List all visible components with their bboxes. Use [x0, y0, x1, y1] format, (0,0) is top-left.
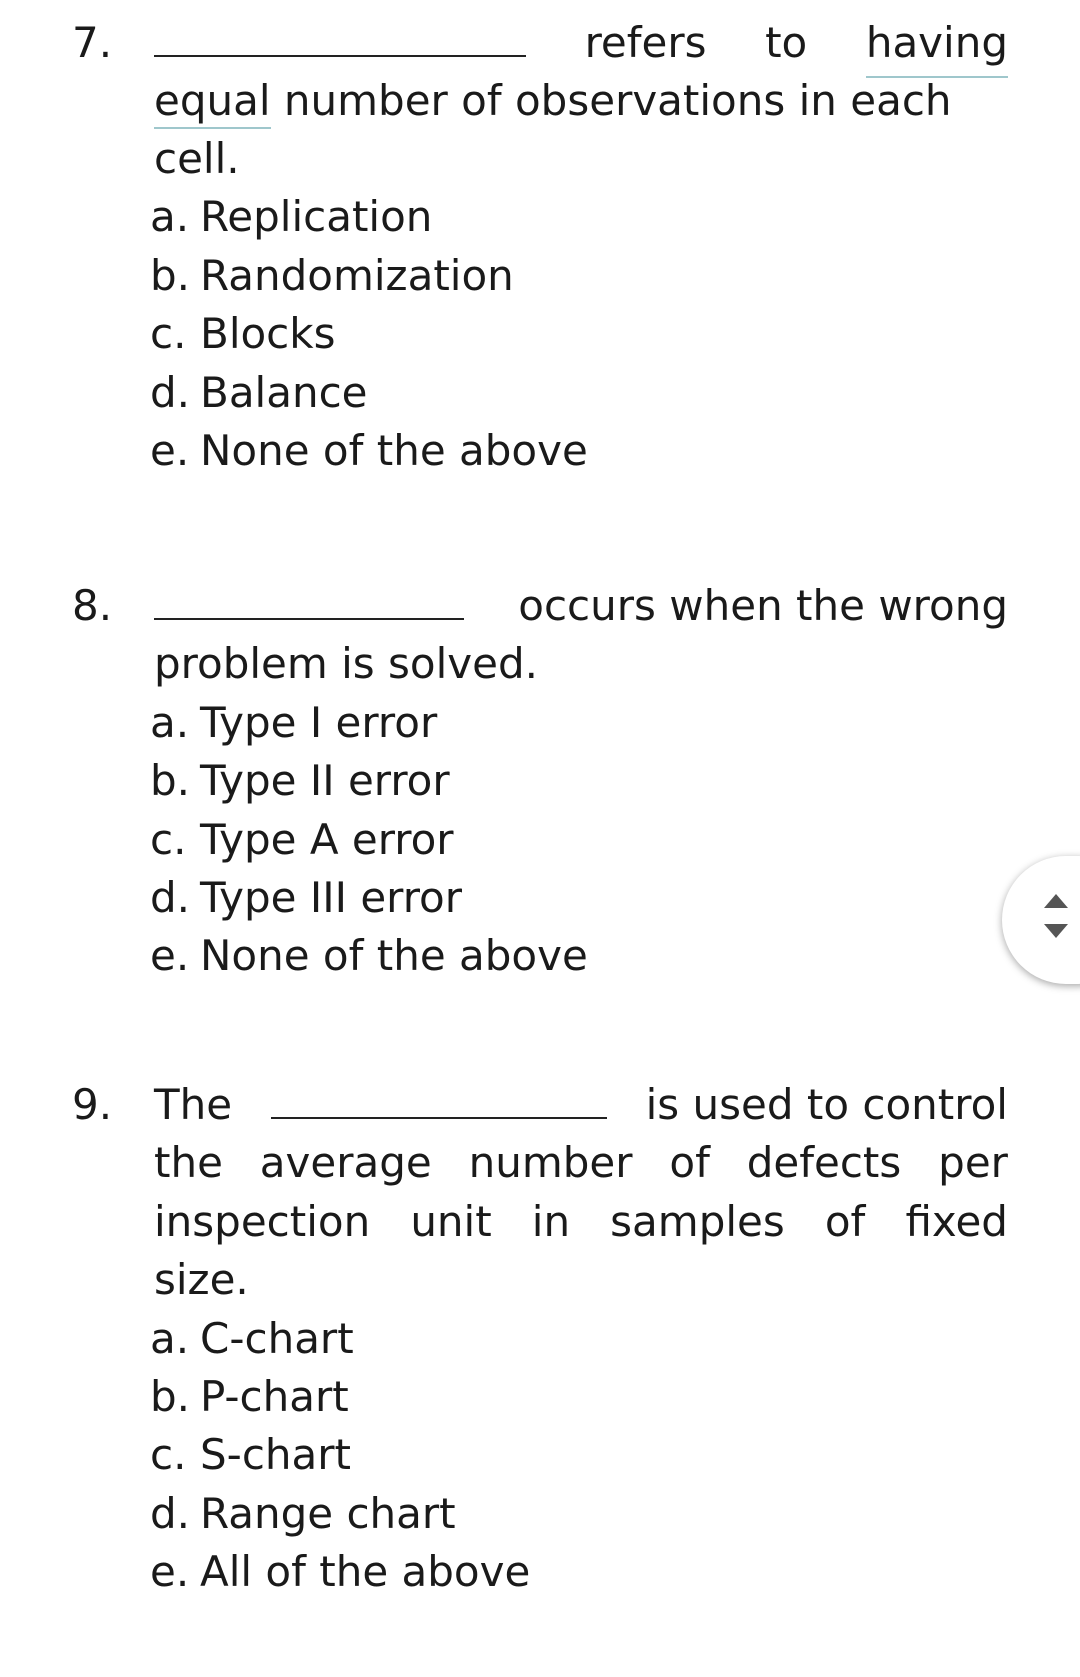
question-9-line-4: [154, 1249, 1008, 1311]
option-letter: d.: [150, 368, 191, 417]
question-9-line-3: [154, 1191, 1008, 1253]
option-letter: b.: [150, 756, 191, 805]
option-d: [150, 362, 368, 424]
question-9-line-1: [154, 1074, 1008, 1136]
question-number: 7.: [72, 18, 113, 67]
option-letter: c.: [150, 815, 187, 864]
question-7-line-2: [154, 70, 1008, 132]
question-text: unit: [410, 1197, 492, 1246]
option-letter: a.: [150, 698, 190, 747]
answer-blank: [271, 1081, 607, 1119]
option-text: C-chart: [200, 1314, 354, 1363]
option-letter: d.: [150, 1489, 191, 1538]
option-b: [150, 1366, 349, 1428]
option-d: [150, 867, 462, 929]
triangle-down-icon: [1044, 924, 1068, 938]
scroll-handle[interactable]: [1002, 856, 1080, 984]
question-text: number: [468, 1138, 633, 1187]
option-letter: c.: [150, 1430, 187, 1479]
option-text: Replication: [200, 192, 433, 241]
option-letter: e.: [150, 931, 190, 980]
question-number: 9.: [72, 1080, 113, 1129]
option-letter: d.: [150, 873, 191, 922]
question-text: of: [669, 1138, 710, 1187]
question-text: number of observations in each: [270, 76, 952, 125]
option-text: Type III error: [200, 873, 463, 922]
answer-blank: [154, 19, 526, 57]
option-text: Type I error: [200, 698, 438, 747]
question-text: equal: [154, 76, 271, 129]
option-c: [150, 303, 335, 365]
option-letter: b.: [150, 1372, 191, 1421]
option-text: Type II error: [200, 756, 450, 805]
question-text: problem is solved.: [154, 639, 538, 688]
question-9-line-2: [154, 1132, 1008, 1194]
option-text: Balance: [200, 368, 368, 417]
option-text: Randomization: [200, 251, 514, 300]
answer-blank: [154, 582, 464, 620]
option-text: Blocks: [200, 309, 336, 358]
option-e: [150, 1541, 530, 1603]
question-text: of: [824, 1197, 866, 1246]
question-text: to: [765, 18, 808, 67]
question-text: fixed: [905, 1197, 1008, 1246]
option-letter: b.: [150, 251, 191, 300]
option-b: [150, 750, 450, 812]
option-letter: c.: [150, 309, 187, 358]
question-7-line-1: [154, 12, 1008, 78]
question-number: 8.: [72, 581, 113, 630]
option-text: S-chart: [200, 1430, 351, 1479]
option-c: [150, 809, 454, 871]
option-e: [150, 925, 588, 987]
option-text: None of the above: [200, 931, 588, 980]
question-8-line-1: [154, 575, 1008, 637]
question-text: having: [866, 12, 1008, 78]
option-text: Range chart: [200, 1489, 456, 1538]
option-b: [150, 245, 514, 307]
question-text: samples: [610, 1197, 785, 1246]
option-d: [150, 1483, 456, 1545]
question-text: size.: [154, 1255, 249, 1304]
triangle-up-icon: [1044, 894, 1068, 908]
question-text: in: [531, 1197, 571, 1246]
question-text: defects: [746, 1138, 902, 1187]
option-letter: a.: [150, 1314, 190, 1363]
option-letter: e.: [150, 426, 190, 475]
option-text: P-chart: [200, 1372, 349, 1421]
question-text: is used to control: [645, 1080, 1008, 1129]
option-a: [150, 692, 437, 754]
question-text: occurs when the wrong: [518, 581, 1008, 630]
option-c: [150, 1424, 351, 1486]
option-text: All of the above: [200, 1547, 531, 1596]
question-text: refers: [584, 18, 707, 67]
question-8-line-2: [154, 633, 1008, 695]
question-text: the: [154, 1138, 223, 1187]
option-text: Type A error: [200, 815, 454, 864]
option-letter: a.: [150, 192, 190, 241]
option-e: [150, 420, 588, 482]
option-text: None of the above: [200, 426, 588, 475]
question-7-line-3: [154, 128, 1008, 190]
question-text: cell.: [154, 134, 240, 183]
question-text: average: [259, 1138, 432, 1187]
question-text: inspection: [154, 1197, 371, 1246]
option-letter: e.: [150, 1547, 190, 1596]
option-a: [150, 186, 432, 248]
question-text: The: [154, 1080, 233, 1129]
option-a: [150, 1308, 354, 1370]
question-text: per: [938, 1138, 1008, 1187]
